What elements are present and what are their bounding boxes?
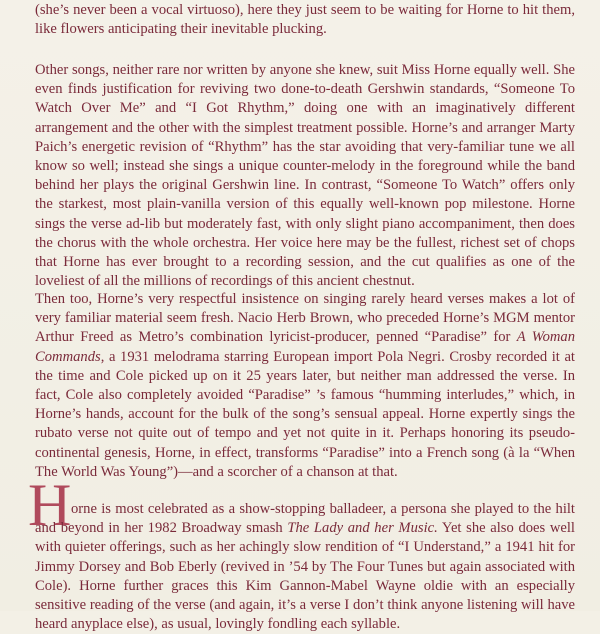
paragraph-gershwin-standards: Other songs, neither rare nor written by anyone she knew, suit Miss Horne equally well. She even finds justification for reviving two done-to-death Gershwin standards, “Someone To Watch Over Me” and “I Got Rhythm,” doing one with an imaginatively different arrangement and the other with the simplest treatment possible. Horne’s and arranger Marty Paich’s energetic revision of “Rhythm” has the star avoiding that very-familiar tune we all know so well; instead she sings a unique counter-melody in the foreground while the band behind her plays the original Gershwin line. In contrast, “Someone To Watch” offers only the starkest, most plain-vanilla version of this equally well-known pop milestone. Horne sings the verse ad-lib but moderately fast, with only slight piano accompaniment, then does the chorus with the whole orchestra. Her voice here may be the fullest, richest set of chops that Horne has ever brought to a recording session, and the cut qualifies as one of the loveliest of all the millions of recordings of this ancient chestnut. (35, 62, 575, 290)
paragraph-text: Then too, Horne’s very respectful insistence on singing rarely heard verses makes a lot of very familiar material seem fresh. Nacio Herb Brown, who preceded Horne’s MGM mentor Arthur Freed as Metro’s combination lyricist-producer, penned “Paradise” for (35, 291, 575, 346)
paragraph-continuation: (she’s never been a vocal virtuoso), here they just seem to be waiting for Horne to hit them, like flowers anticipating their inevitable plucking. (35, 2, 575, 38)
film-title: A Woman Commands (35, 329, 576, 365)
drop-cap: H (28, 472, 72, 538)
paragraph-balladeer (35, 500, 575, 634)
paragraph-text: , a 1931 melodrama starring European import Pola Negri. Crosby recorded it at the time and Cole picked up on it 25 years later, but neither man addressed the verse. In fact, Cole also completely avoided “Paradise” ’s famous “humming interludes,” which, in Horne’s hands, account for the bulk of the song’s sensual appeal. Horne expertly sings the rubato verse not quite out of tempo and yet not quite in it. Perhaps honoring its pseudo-continental genesis, Horne, in effect, transforms “Paradise” into a French song (à la “When The World Was Young”)—and a scorcher of a chanson at that. (35, 348, 575, 480)
show-title: The Lady and her Music. (287, 520, 438, 537)
paragraph-text: orne is most celebrated as a show-stopping balladeer, a persona she played to the hilt and beyond in her 1982 Broadway smash (35, 501, 575, 537)
paragraph-text: Yet she also does well with quieter offerings, such as her achingly slow rendition of “I Understand,” a 1941 hit for Jimmy Dorsey and Bob Eberly (revived in ’54 by The Four Tunes but again associated with Cole). Horne further graces this Kim Gannon-Mabel Wayne oldie with an especially sensitive reading of the verse (and again, it’s a verse I don’t think anyone listening will have heard anyplace else), as usual, lovingly fondling each syllable. (35, 520, 575, 633)
paragraph-paradise-verse (35, 290, 575, 482)
